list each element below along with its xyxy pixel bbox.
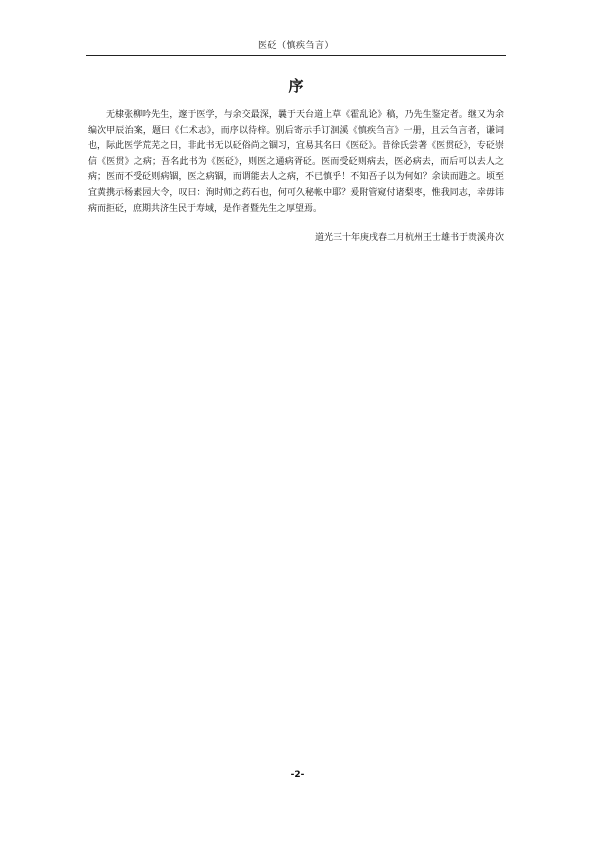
preface-paragraph: 无棣张柳吟先生，邃于医学，与余交最深，曩于天台道上草《霍乱论》稿，乃先生鉴定者。继又为余编次甲辰治案，题曰《仁术志》，而序以待梓。别后寄示手订洄溪《慎疾刍言》一册，且云刍言者，谦词也，际此医学荒芜之日，非此书无以砭俗尚之锢习，宜易其名曰《医砭》。昔徐氏尝著《医贯砭》，专砭崇信《医贯》之病；吾名此书为《医砭》，则医之通病胥砭。医而受砭则病去，医必病去，而后可以去人之病；医而不受砭则病锢，医之病锢，而谓能去人之病，不已慎乎！不知吾子以为何如？余读而韪之。顷至宜黄携示杨素园大令，叹曰：洵时师之药石也，何可久秘帐中耶？爰附管窥付诸梨枣，惟我同志，幸毋讳病而拒砭，庶期共济生民于寿域，是作者暨先生之厚望焉。 [88,110,504,214]
header-rule [86,55,506,56]
section-title: 序 [288,77,304,95]
signature-line: 道光三十年庚戌春二月杭州王士雄书于贵溪舟次 [314,233,504,243]
running-header: 医砭（慎疾刍言） [257,41,334,51]
page-number: -2- [290,770,305,780]
